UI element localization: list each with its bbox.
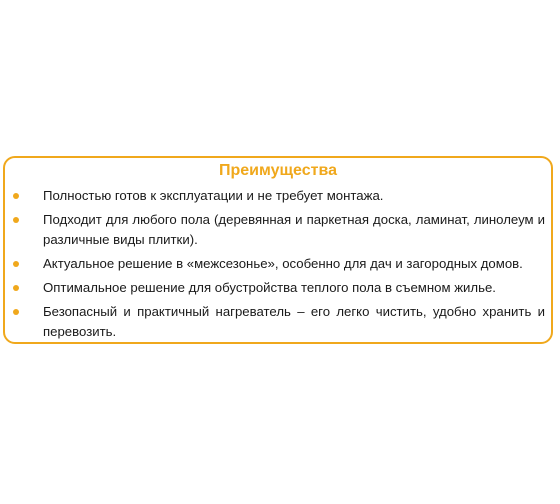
- bullet-icon: [13, 217, 19, 223]
- advantages-list: [5, 186, 551, 346]
- list-item-text: Полностью готов к эксплуатации и не требует монтажа.: [43, 188, 384, 203]
- list-item: [5, 278, 551, 298]
- bullet-icon: [13, 261, 19, 267]
- bullet-icon: [13, 285, 19, 291]
- panel-title: Преимущества: [219, 162, 337, 179]
- list-item-text: Безопасный и практичный нагреватель – его легко чистить, удобно хранить и перевозить.: [43, 304, 545, 339]
- list-item-text: Подходит для любого пола (деревянная и паркетная доска, ламинат, линолеум и различные виды плитки).: [43, 212, 545, 247]
- advantages-panel: [3, 156, 553, 344]
- bullet-icon: [13, 193, 19, 199]
- list-item: [5, 186, 551, 206]
- bullet-icon: [13, 309, 19, 315]
- list-item: [5, 302, 551, 342]
- list-item: [5, 210, 551, 250]
- list-item-text: Актуальное решение в «межсезонье», особенно для дач и загородных домов.: [43, 256, 523, 271]
- list-item-text: Оптимальное решение для обустройства теплого пола в съемном жилье.: [43, 280, 496, 295]
- list-item: [5, 254, 551, 274]
